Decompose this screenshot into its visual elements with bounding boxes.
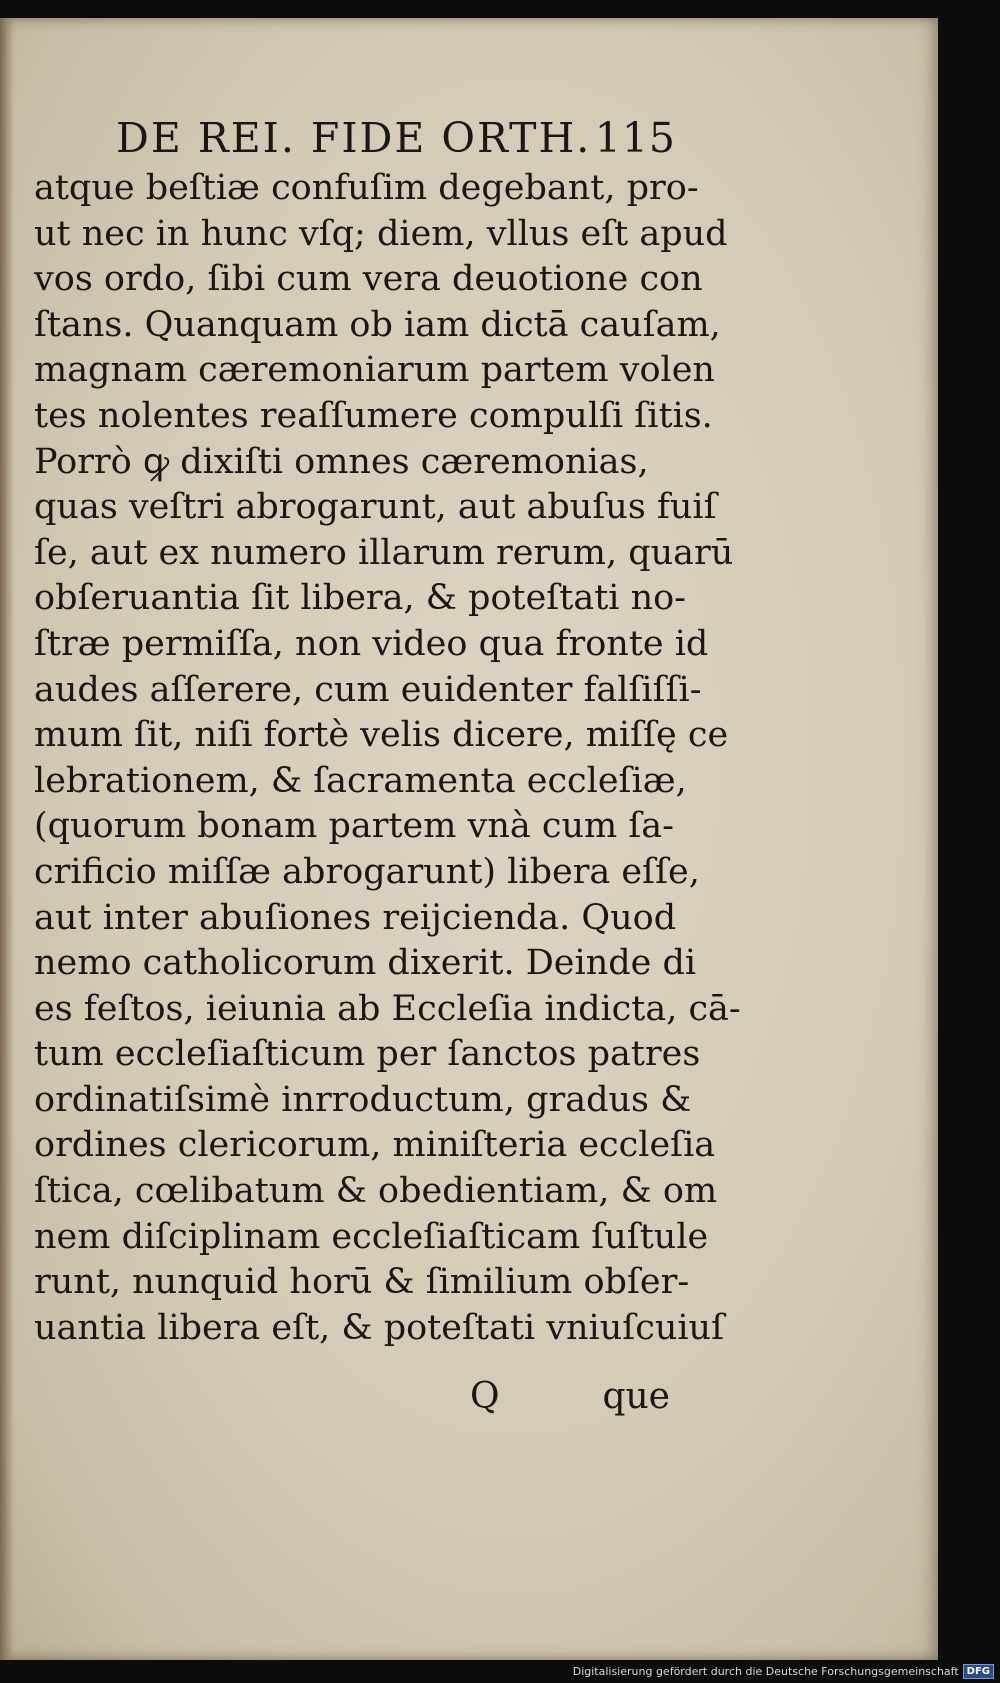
digitization-footer — [573, 1661, 994, 1681]
text-line: ordines clericorum, miniſteria eccleſia — [34, 1125, 716, 1166]
text-line: vos ordo, ſibi cum vera deuotione con — [34, 259, 703, 300]
text-line: magnam cæremoniarum partem volen — [34, 350, 715, 391]
catchword-line — [470, 1376, 670, 1417]
text-line: crificio miſſæ abrogarunt) libera eſſe, — [34, 851, 700, 892]
text-line: ſtica, cœlibatum & obedientiam, & om — [34, 1171, 718, 1212]
text-line: ut nec in hunc vſq; diem, vllus eſt apud — [34, 213, 728, 254]
text-line: audes aſſerere, cum euidenter falſiſſi- — [34, 669, 702, 710]
running-header — [116, 114, 676, 162]
signature-mark: Q — [470, 1376, 500, 1417]
text-line: Porrò ꝙ dixiſti omnes cæremonias, — [34, 441, 649, 482]
text-line: mum ſit, niſi fortè velis dicere, miſſę ce — [34, 715, 729, 756]
funding-credit: Digitalisierung gefördert durch die Deutsche Forschungsgemeinschaft — [572, 1664, 959, 1678]
text-line: uantia libera eſt, & poteſtati vniuſcuiuſ — [34, 1307, 725, 1348]
text-line: obſeruantia ſit libera, & poteſtati no- — [34, 578, 687, 619]
text-line: aut inter abuſiones reijcienda. Quod — [34, 897, 677, 938]
text-line: quas veſtri abrogarunt, aut abuſus fuiſ — [34, 487, 717, 528]
text-line: ſe, aut ex numero illarum rerum, quarū — [34, 532, 734, 573]
text-line: tum eccleſiaſticum per ſanctos patres — [34, 1034, 701, 1075]
text-line: es feſtos, ieiunia ab Eccleſia indicta, cā- — [34, 988, 741, 1029]
gutter-shadow — [0, 18, 14, 1660]
book-page — [0, 18, 938, 1660]
text-line: ſtræ permiſſa, non video qua fronte id — [34, 623, 709, 664]
body-text — [34, 166, 741, 1351]
text-line: lebrationem, & ſacramenta eccleſiæ, — [34, 760, 687, 801]
text-line: runt, nunquid horū & ſimilium obſer- — [34, 1262, 690, 1303]
text-line: nem diſciplinam eccleſiaſticam ſuſtule — [34, 1216, 709, 1257]
text-line: atque beſtiæ confuſim degebant, pro- — [34, 168, 699, 208]
running-title: DE REI. FIDE ORTH. — [116, 114, 592, 162]
dfg-logo: DFG — [963, 1664, 994, 1679]
text-line: (quorum bonam partem vnà cum ſa- — [34, 806, 674, 847]
catchword: que — [602, 1376, 670, 1417]
text-line: tes nolentes reaſſumere compulſi ſitis. — [34, 395, 713, 436]
text-line: nemo catholicorum dixerit. Deinde di — [34, 943, 697, 984]
page-number: 115 — [594, 114, 676, 162]
text-line: ſtans. Quanquam ob iam dictā cauſam, — [34, 304, 721, 345]
text-line: ordinatiſsimè inrroductum, gradus & — [34, 1079, 692, 1120]
